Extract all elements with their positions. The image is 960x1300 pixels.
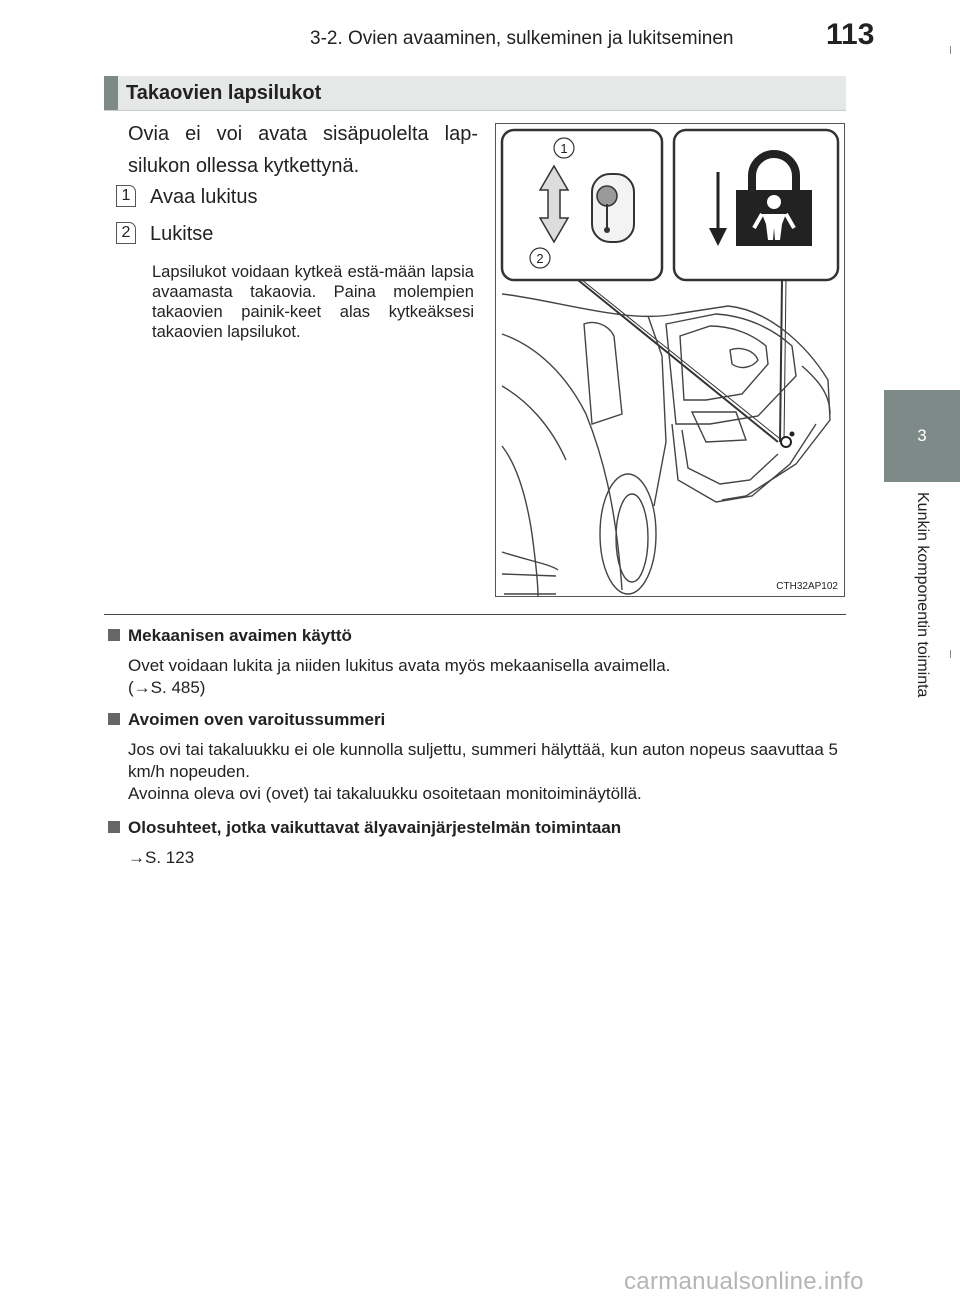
child-lock-illustration [495, 123, 845, 597]
chapter-tab-label [884, 492, 960, 762]
square-bullet-icon [108, 821, 120, 833]
subsection-title: Avoimen oven varoitussummeri [128, 710, 386, 729]
subsection-heading-mechanical-key [108, 626, 352, 646]
step-number-badge: 1 [116, 185, 136, 207]
child-icon [767, 195, 781, 209]
subsection-title: Mekaanisen avaimen käyttö [128, 626, 352, 645]
page-number: 113 [826, 18, 875, 51]
section-divider [104, 614, 846, 615]
step-label: Avaa lukitus [150, 186, 258, 208]
square-bullet-icon [108, 629, 120, 641]
body-line: Jos ovi tai takaluukku ei ole kunnolla suljettu, summeri hälyttää, kun auton nopeus saavuttaa 5 km/h nopeuden. [128, 740, 838, 781]
callout-label: 2 [536, 251, 544, 266]
subsection-body [128, 655, 838, 699]
subsection-heading-door-buzzer [108, 710, 385, 730]
subsection-title: Olosuhteet, jotka vaikuttavat älyavainjärjestelmän toimintaan [128, 818, 622, 837]
subsection-body [128, 847, 838, 869]
callout-label: 1 [560, 141, 568, 156]
child-lock-lever-icon [592, 174, 634, 242]
body-line: Ovet voidaan lukita ja niiden lukitus avata myös mekaanisella avaimella. [128, 656, 671, 675]
child-lock-drawing [496, 124, 844, 596]
subsection-body [128, 739, 838, 805]
body-line: Avoinna oleva ovi (ovet) tai takaluukku osoitetaan monitoiminäytöllä. [128, 784, 642, 803]
page-reference-link[interactable]: →S. 123 [128, 848, 195, 867]
step-item-unlock [116, 186, 257, 209]
figure-code: CTH32AP102 [776, 581, 838, 592]
subsection-heading-smart-key-conditions [108, 818, 621, 838]
section-intro: Ovia ei voi avata sisäpuolelta lap-silukon ollessa kytkettynä. [128, 123, 478, 177]
section-heading-accent [104, 76, 118, 110]
step-item-lock [116, 223, 213, 246]
chapter-tab-label-text: Kunkin komponentin toiminta [914, 492, 931, 698]
square-bullet-icon [108, 713, 120, 725]
step-number-badge: 2 [116, 222, 136, 244]
crop-mark [950, 46, 951, 54]
chapter-title: 3-2. Ovien avaaminen, sulkeminen ja lukitseminen [310, 28, 734, 49]
step-label: Lukitse [150, 223, 214, 245]
child-lock-location-marker [781, 437, 791, 447]
section-heading [104, 76, 846, 111]
lever-detail-box [502, 130, 662, 280]
watermark-text: carmanualsonline.info [624, 1268, 864, 1295]
chapter-tab[interactable]: 3 [884, 390, 960, 482]
step-note: Lapsilukot voidaan kytkeä estä-mään lapsia avaamasta takaovia. Paina molempien takaovien painik-keet alas kytkeäksesi takaovien lapsilukot. [152, 263, 474, 341]
page-reference-link[interactable]: (→S. 485) [128, 678, 206, 697]
section-title: Takaovien lapsilukot [126, 82, 322, 104]
